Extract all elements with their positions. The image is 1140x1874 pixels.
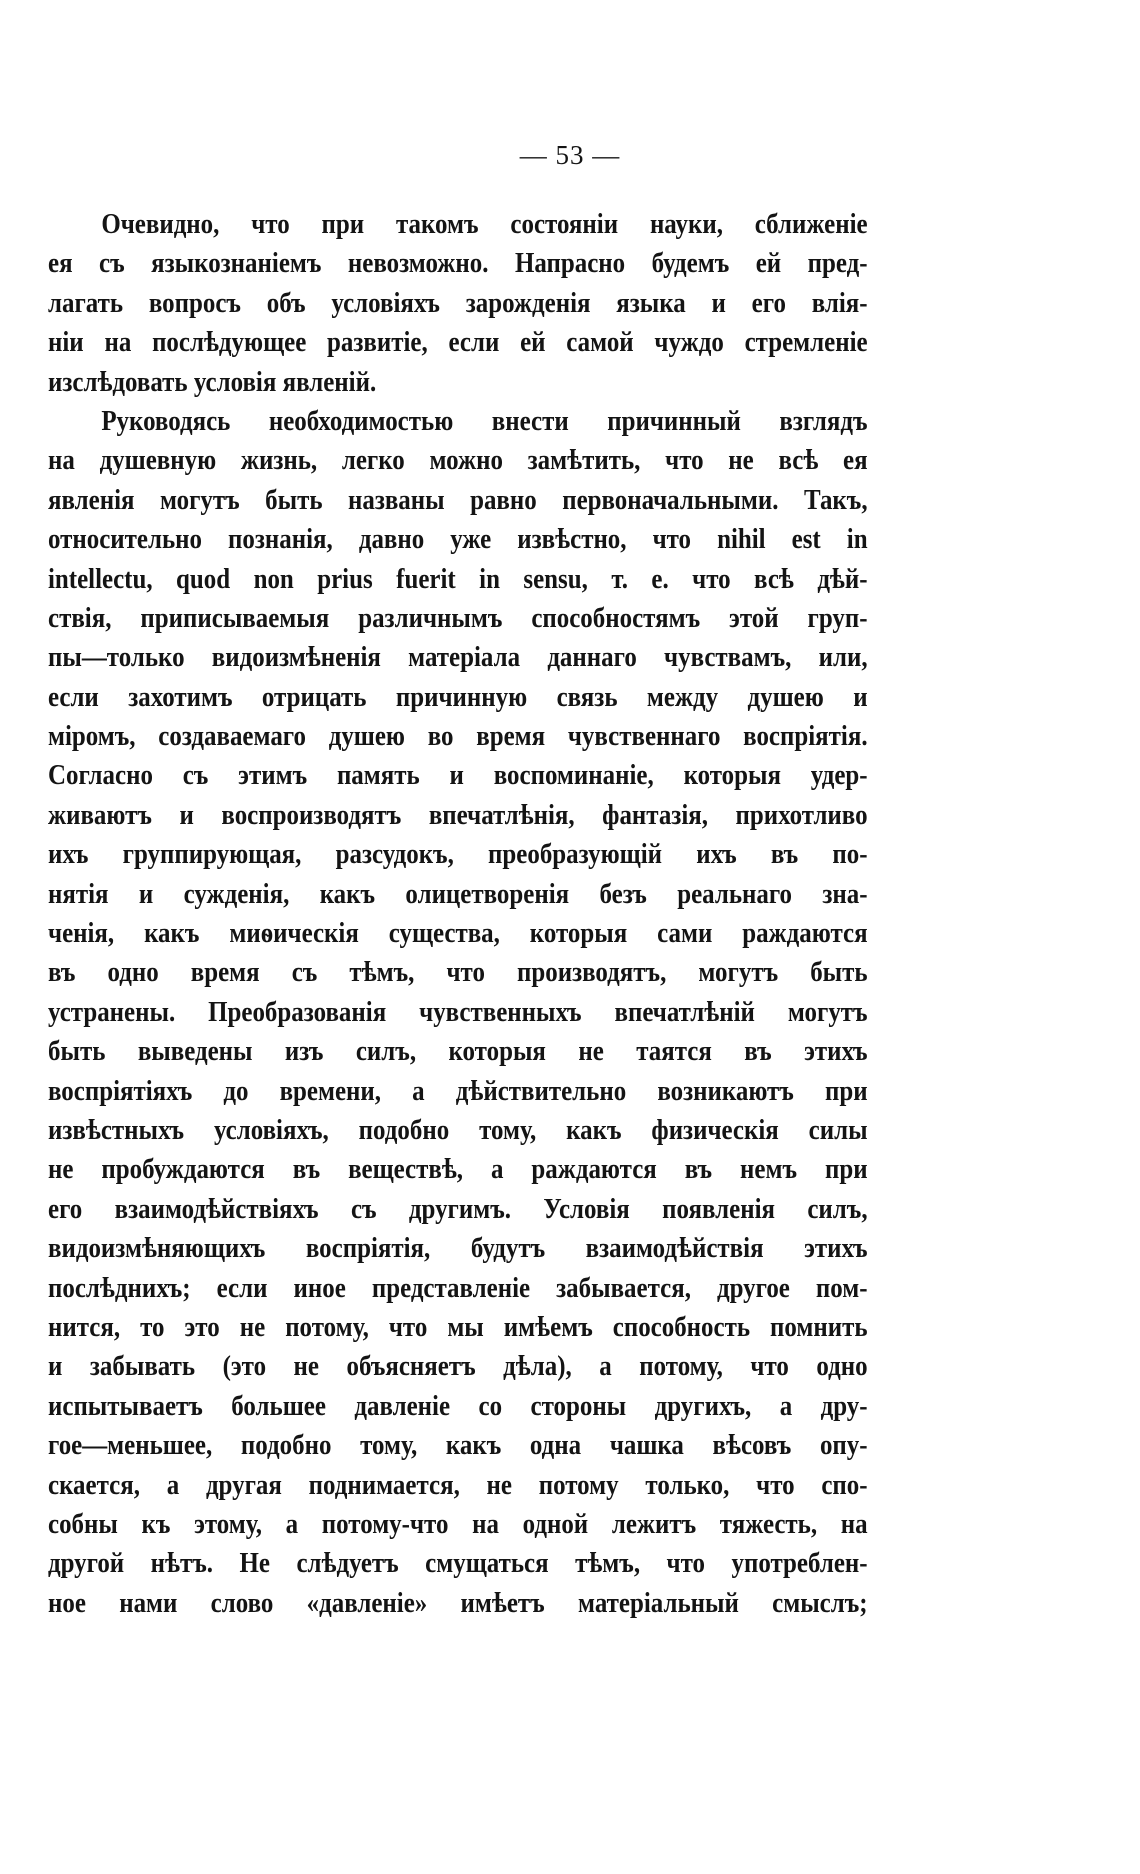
text-line: быть выведены изъ силъ, которыя не таятся въ этихъ [48,1035,868,1068]
text-line: собны къ этому, а потому-что на одной лежитъ тяжесть, на [48,1507,868,1540]
text-line: intellectu, quod non prius fuerit in sensu, т. е. что всѣ дѣй- [48,562,868,595]
text-line: изслѣдовать условiя явленiй. [48,365,377,398]
text-line: мiромъ, создаваемаго душею во время чувственнаго воспрiятiя. [48,720,868,753]
text-line: относительно познанiя, давно уже извѣстно, что nihil est in [48,523,868,556]
text-line: видоизмѣняющихъ воспрiятiя, будутъ взаимодѣйствiя этихъ [48,1232,868,1265]
text-line: гое—меньшее, подобно тому, какъ одна чашка вѣсовъ опу- [48,1429,868,1462]
text-line: ченiя, какъ миѳическiя существа, которыя сами раждаются [48,917,868,950]
text-line: устранены. Преобразованiя чувственныхъ впечатлѣнiй могутъ [48,995,868,1028]
text-line: нiи на послѣдующее развитiе, если ей самой чуждо стремленiе [48,326,868,359]
text-line: ея съ языкознанiемъ невозможно. Напрасно будемъ ей пред- [48,247,868,280]
text-line: испытываетъ большее давленiе со стороны другихъ, а дру- [48,1389,868,1422]
text-line: воспрiятiяхъ до времени, а дѣйствительно возникаютъ при [48,1074,868,1107]
text-line: нятiя и сужденiя, какъ олицетворенiя безъ реальнаго зна- [48,877,868,910]
text-line: послѣднихъ; если иное представленiе забывается, другое пом- [48,1271,868,1304]
text-line: ное нами слово «давленiе» имѣетъ матерiальный смыслъ; [48,1586,868,1619]
text-line: пы—только видоизмѣненiя матерiала даннаго чувствамъ, или, [48,641,868,674]
text-line: скается, а другая поднимается, не потому только, что спо- [48,1468,868,1501]
body-text [48,205,868,1623]
text-line: Согласно съ этимъ память и воспоминанiе, которыя удер- [48,759,868,792]
text-line: если захотимъ отрицать причинную связь между душею и [48,680,868,713]
text-line: ствiя, приписываемыя различнымъ способностямъ этой груп- [48,601,868,634]
text-line: Очевидно, что при такомъ состоянiи науки, сближенiе [101,208,868,240]
text-line: нится, то это не потому, что мы имѣемъ способность помнить [48,1310,868,1343]
paragraph-1 [48,205,868,402]
text-line: живаютъ и воспроизводятъ впечатлѣнiя, фантазiя, прихотливо [48,798,868,831]
text-line: лагать вопросъ объ условiяхъ зарожденiя языка и его влiя- [48,286,868,319]
text-line: и забывать (это не объясняетъ дѣла), а потому, что одно [48,1350,868,1383]
text-line: въ одно время съ тѣмъ, что производятъ, могутъ быть [48,956,868,989]
paragraph-2 [48,402,868,1623]
text-line: на душевную жизнь, легко можно замѣтить, что не всѣ ея [48,444,868,477]
text-line: другой нѣтъ. Не слѣдуетъ смущаться тѣмъ, что употреблен- [48,1547,868,1580]
page-number: — 53 — [519,140,621,170]
text-line: не пробуждаются въ веществѣ, а раждаются въ немъ при [48,1153,868,1186]
text-line: Руководясь необходимостью внести причинный взглядъ [101,404,868,437]
text-line: ихъ группирующая, разсудокъ, преобразующiй ихъ въ по- [48,838,868,871]
text-line: его взаимодѣйствiяхъ съ другимъ. Условiя появленiя силъ, [48,1192,868,1225]
text-line: извѣстныхъ условiяхъ, подобно тому, какъ физическiя силы [48,1113,868,1146]
text-line: явленiя могутъ быть названы равно первоначальными. Такъ, [48,483,868,516]
